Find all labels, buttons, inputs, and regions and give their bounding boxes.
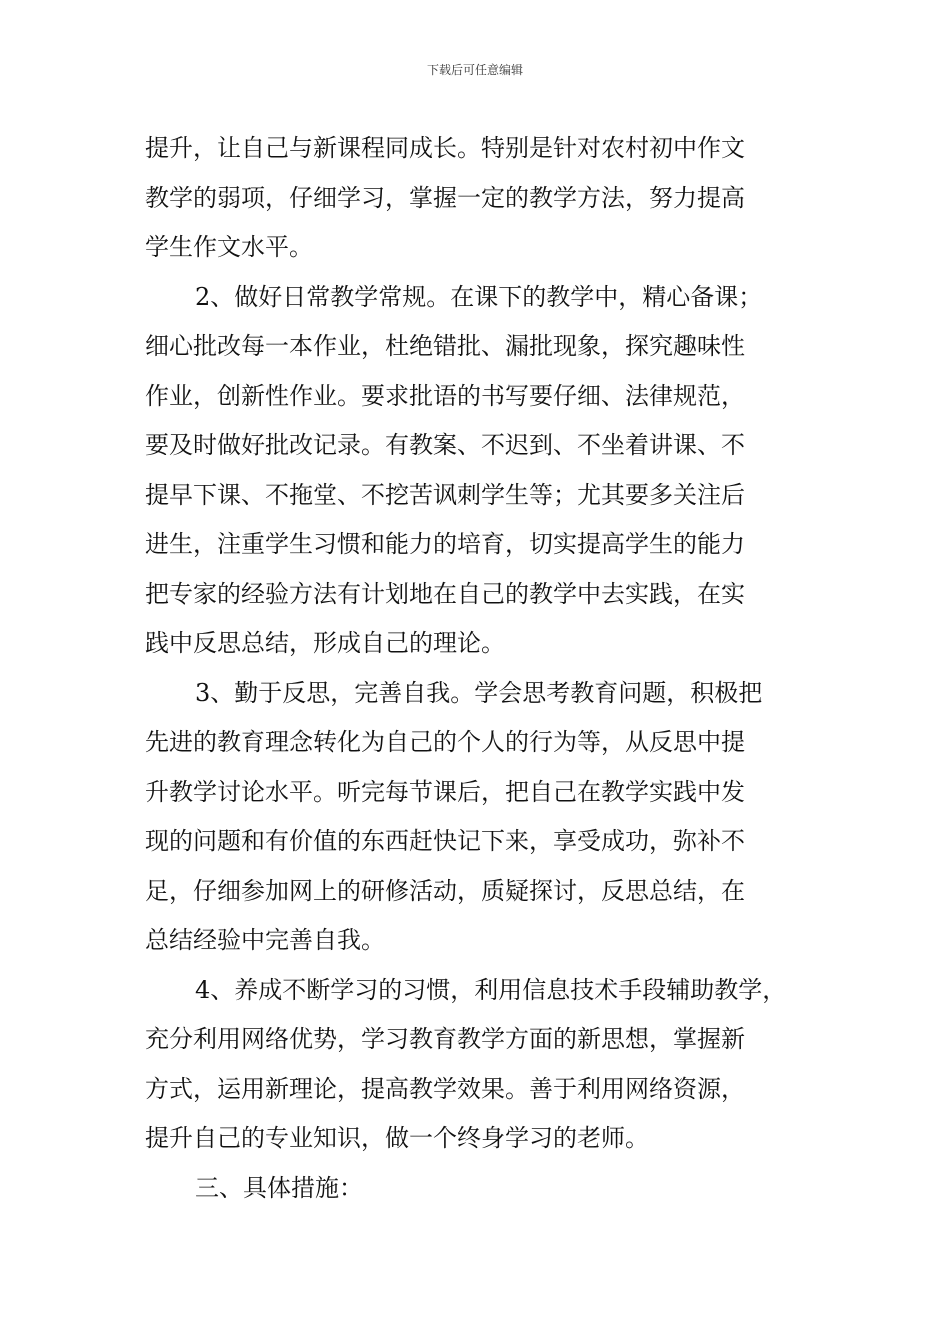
text-line: 提升自己的专业知识，做一个终身学习的老师。 <box>145 1124 649 1152</box>
text-line: 要及时做好批改记录。有教案、不迟到、不坐着讲课、不 <box>145 431 745 459</box>
text-line: 升教学讨论水平。听完每节课后，把自己在教学实践中发 <box>145 777 745 806</box>
text-line: 4、养成不断学习的习惯，利用信息技术手段辅助教学， <box>195 975 787 1004</box>
paragraph <box>145 669 805 966</box>
section-heading <box>145 1164 805 1214</box>
text-line: 提早下课、不拖堂、不挖苦讽刺学生等；尤其要多关注后 <box>145 480 745 509</box>
text-line: 先进的教育理念转化为自己的个人的行为等，从反思中提 <box>145 728 745 756</box>
text-line: 现的问题和有价值的东西赶快记下来，享受成功，弥补不 <box>145 827 745 855</box>
text-line: 2、做好日常教学常规。在课下的教学中，精心备课； <box>195 282 763 311</box>
page-header: 下载后可任意编辑 <box>426 63 523 77</box>
text-line: 把专家的经验方法有计划地在自己的教学中去实践，在实 <box>145 579 745 608</box>
text-line: 作业，创新性作业。要求批语的书写要仔细、法律规范， <box>145 381 745 410</box>
text-line: 3、勤于反思，完善自我。学会思考教育问题，积极把 <box>195 678 763 707</box>
text-line: 细心批改每一本作业，杜绝错批、漏批现象，探究趣味性 <box>145 332 745 360</box>
paragraph <box>145 124 805 273</box>
paragraph <box>145 966 805 1164</box>
text-line: 进生，注重学生习惯和能力的培育，切实提高学生的能力 <box>145 530 745 558</box>
paragraph <box>145 273 805 669</box>
text-line: 充分利用网络优势，学习教育教学方面的新思想，掌握新 <box>145 1025 745 1053</box>
document-body <box>145 124 805 1213</box>
text-line: 方式，运用新理论，提高教学效果。善于利用网络资源， <box>145 1074 745 1103</box>
text-line: 三、具体措施： <box>195 1173 363 1202</box>
text-line: 践中反思总结，形成自己的理论。 <box>145 629 505 657</box>
text-line: 提升，让自己与新课程同成长。特别是针对农村初中作文 <box>145 134 745 162</box>
text-line: 学生作文水平。 <box>145 233 313 261</box>
text-line: 总结经验中完善自我。 <box>145 926 385 954</box>
text-line: 足，仔细参加网上的研修活动，质疑探讨，反思总结，在 <box>145 876 745 905</box>
text-line: 教学的弱项，仔细学习，掌握一定的教学方法，努力提高 <box>145 183 745 212</box>
